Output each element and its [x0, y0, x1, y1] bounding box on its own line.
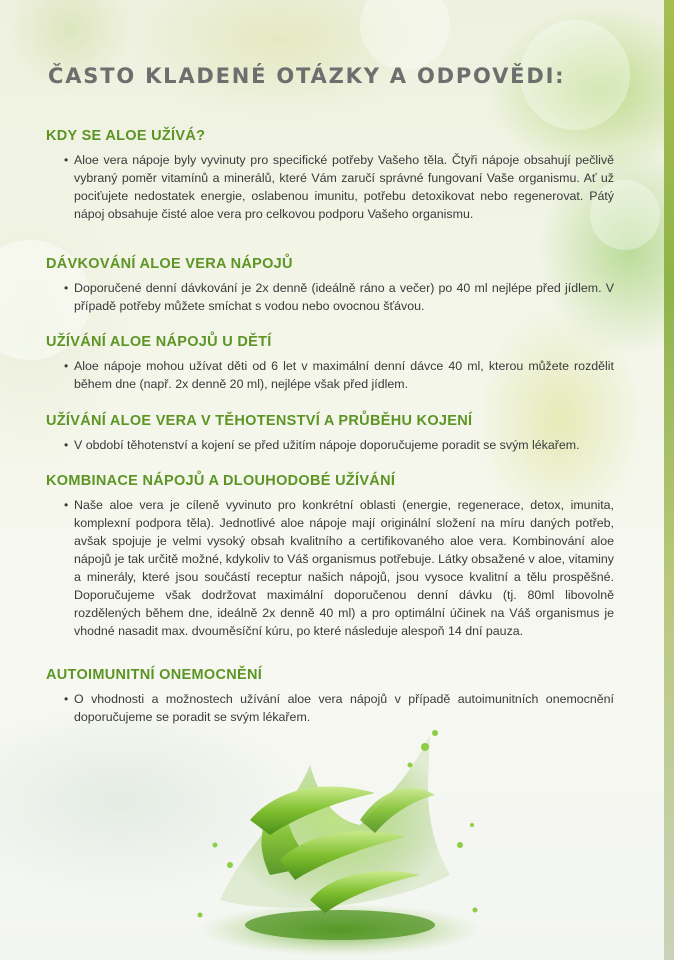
faq-section-when-to-use	[46, 128, 626, 223]
bullet-icon: •	[64, 153, 69, 167]
section-body: O vhodnosti a možnostech užívání aloe vera nápojů v případě autoimunitních onemocnění doporučujeme se poradit se svým lékařem.	[74, 692, 614, 724]
section-text	[46, 357, 614, 393]
section-heading: KDY SE ALOE UŽÍVÁ?	[46, 128, 206, 144]
bullet-icon: •	[64, 438, 69, 452]
faq-section-dosage	[46, 256, 626, 315]
section-text	[46, 436, 614, 454]
section-text	[46, 496, 614, 640]
faq-section-pregnancy	[46, 413, 626, 454]
section-text	[46, 690, 614, 726]
faq-section-autoimmune	[46, 667, 626, 726]
section-body: Aloe vera nápoje byly vyvinuty pro specifické potřeby Vašeho těla. Čtyři nápoje obsahují pečlivě vybraný poměr vitamínů a minerálů, které Vám zaručí správné fungovaní Vaše organismu. Ať už pociťujete nedostatek energie, oslabenou imunitu, potřebu detoxikovat nebo regenerovat. Pátý nápoj obsahuje čisté aloe vera pro celkovou podporu Vašeho organismu.	[74, 153, 614, 221]
section-heading: KOMBINACE NÁPOJŮ A DLOUHODOBÉ UŽÍVÁNÍ	[46, 473, 396, 489]
section-heading: DÁVKOVÁNÍ ALOE VERA NÁPOJŮ	[46, 256, 293, 272]
bullet-icon: •	[64, 359, 69, 373]
section-text	[46, 151, 614, 223]
section-body: Naše aloe vera je cíleně vyvinuto pro konkrétní oblasti (energie, regenerace, detox, imunita, komplexní podpora těla). Jednotlivé aloe nápoje mají originální složení na míru daných potřeb, avšak spojuje je velmi vysoký obsah kvalitního a certifikovaného aloe vera. Kombinování aloe nápojů je tak určitě možné, kdykoliv to Váš organismus potřebuje. Látky obsažené v aloe, vitaminy a minerály, které jsou součástí receptur našich nápojů, jsou vysoce kvalitní a tělu prospěšné. Doporučujeme však dodržovat maximální doporučenou denní dávku (tj. 80ml libovolně rozdělených během dne, ideálně 2x denně 40 ml) a pro optimální účinek na Váš organismus je vhodné nasadit max. dvouměsíční kúru, po které následuje alespoň 14 dní pauza.	[74, 498, 614, 638]
faq-section-children	[46, 334, 626, 393]
section-body: Aloe nápoje mohou užívat děti od 6 let v maximální denní dávce 40 ml, kterou můžete rozdělit během dne (např. 2x denně 20 ml), nejlépe však před jídlem.	[74, 359, 614, 391]
section-body: Doporučené denní dávkování je 2x denně (ideálně ráno a večer) po 40 ml nejlépe před jídlem. V případě potřeby můžete smíchat s vodou nebo ovocnou šťávou.	[74, 281, 614, 313]
bullet-icon: •	[64, 281, 69, 295]
bokeh-light	[360, 0, 450, 70]
aloe-vera-water-splash-icon	[160, 725, 500, 960]
page-title: ČASTO KLADENÉ OTÁZKY A ODPOVĚDI:	[48, 64, 566, 88]
section-text	[46, 279, 614, 315]
section-heading: AUTOIMUNITNÍ ONEMOCNĚNÍ	[46, 667, 263, 683]
section-heading: UŽÍVÁNÍ ALOE NÁPOJŮ U DĚTÍ	[46, 334, 272, 350]
page-edge-strip	[664, 0, 674, 960]
section-heading: UŽÍVÁNÍ ALOE VERA V TĚHOTENSTVÍ A PRŮBĚHU KOJENÍ	[46, 413, 473, 429]
bullet-icon: •	[64, 692, 69, 706]
bullet-icon: •	[64, 498, 69, 512]
faq-section-combination	[46, 473, 626, 640]
section-body: V období těhotenství a kojení se před užitím nápoje doporučujeme poradit se svým lékařem.	[74, 438, 580, 452]
